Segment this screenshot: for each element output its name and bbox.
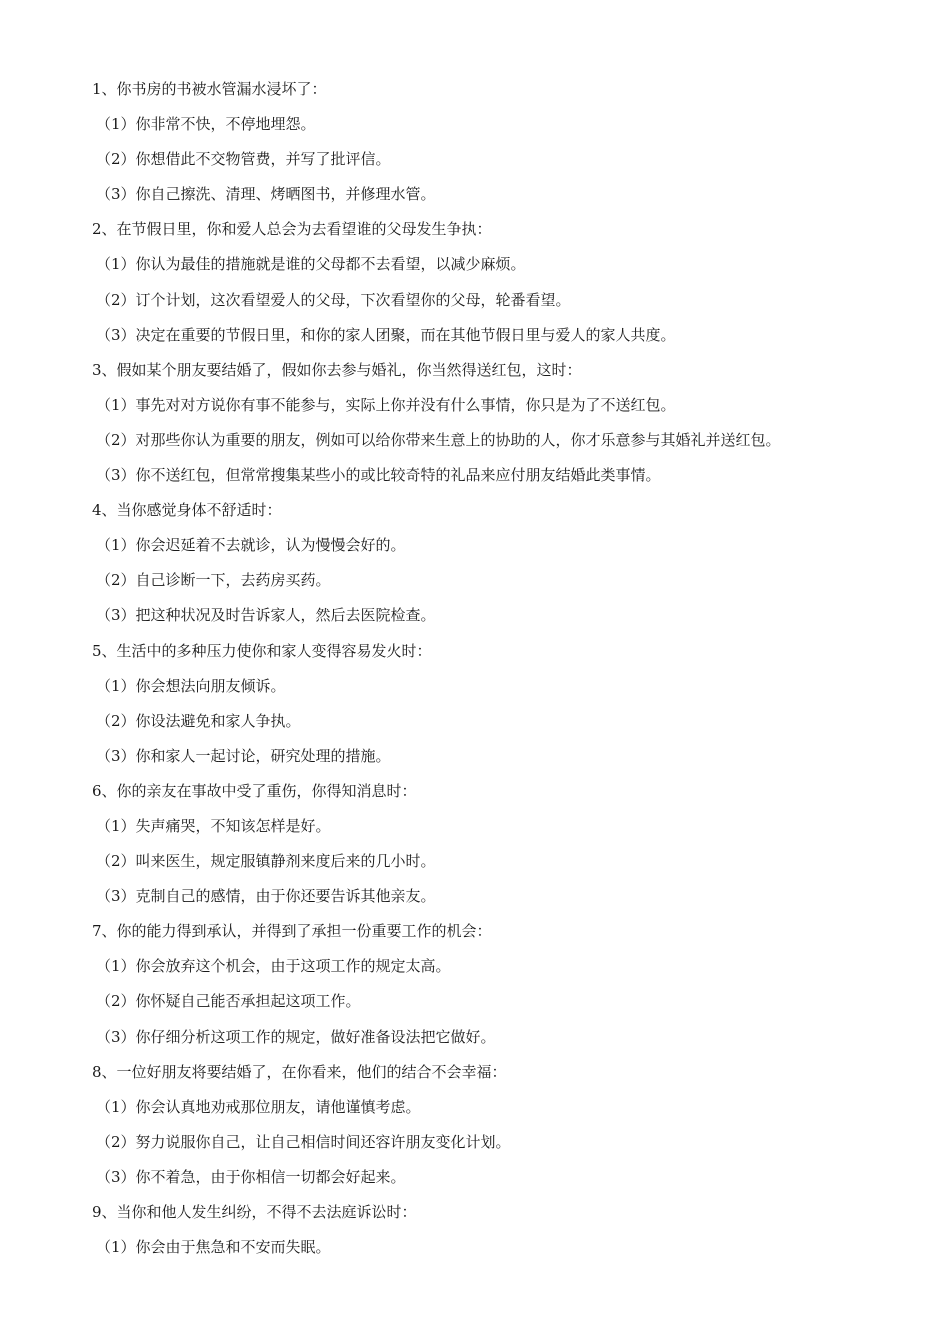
question-1: 1、你书房的书被水管漏水浸坏了： [92,80,327,98]
question-8: 8、一位好朋友将要结婚了，在你看来，他们的结合不会幸福： [92,1062,507,1081]
question-9: 9、当你和他人发生纠纷，不得不去法庭诉讼时： [92,1203,417,1221]
question-5-option-1: （1）你会想法向朋友倾诉。 [96,676,286,695]
question-6-option-2: （2）叫来医生，规定服镇静剂来度后来的几小时。 [96,852,436,871]
question-5-option-3: （3）你和家人一起讨论，研究处理的措施。 [96,746,391,765]
question-2-option-2: （2）订个计划，这次看望爱人的父母，下次看望你的父母，轮番看望。 [96,290,571,309]
question-6-option-3: （3）克制自己的感情，由于你还要告诉其他亲友。 [96,887,436,906]
question-4-option-3: （3）把这种状况及时告诉家人，然后去医院检查。 [96,606,436,625]
question-8-option-2: （2）努力说服你自己，让自己相信时间还容许朋友变化计划。 [96,1132,511,1151]
question-3-option-1: （1）事先对对方说你有事不能参与，实际上你并没有什么事情，你只是为了不送红包。 [96,395,676,414]
question-1-option-2: （2）你想借此不交物管费，并写了批评信。 [96,150,391,169]
question-7-option-1: （1）你会放弃这个机会，由于这项工作的规定太高。 [96,957,451,976]
question-4-option-1: （1）你会迟延着不去就诊，认为慢慢会好的。 [96,536,406,555]
question-3-option-3: （3）你不送红包，但常常搜集某些小的或比较奇特的礼品来应付朋友结婚此类事情。 [96,466,661,485]
question-8-option-1: （1）你会认真地劝戒那位朋友，请他谨慎考虑。 [96,1097,421,1116]
question-7: 7、你的能力得到承认，并得到了承担一份重要工作的机会： [92,922,492,941]
question-6: 6、你的亲友在事故中受了重伤，你得知消息时： [92,781,417,800]
question-3: 3、假如某个朋友要结婚了，假如你去参与婚礼，你当然得送红包，这时： [92,360,582,379]
question-7-option-2: （2）你怀疑自己能否承担起这项工作。 [96,992,361,1011]
question-2-option-3: （3）决定在重要的节假日里，和你的家人团聚，而在其他节假日里与爱人的家人共度。 [96,325,676,344]
question-1-option-3: （3）你自己擦洗、清理、烤晒图书，并修理水管。 [96,185,436,204]
question-3-option-2: （2）对那些你认为重要的朋友，例如可以给你带来生意上的协助的人，你才乐意参与其婚礼并送红包。 [96,430,781,449]
question-7-option-3: （3）你仔细分析这项工作的规定，做好准备设法把它做好。 [96,1027,496,1046]
question-2-option-1: （1）你认为最佳的措施就是谁的父母都不去看望，以减少麻烦。 [96,255,526,274]
question-9-option-1: （1）你会由于焦急和不安而失眠。 [96,1238,331,1257]
question-6-option-1: （1）失声痛哭，不知该怎样是好。 [96,816,331,835]
document-page [0,72,950,1265]
question-1-option-1: （1）你非常不快，不停地埋怨。 [96,115,316,134]
question-5-option-2: （2）你设法避免和家人争执。 [96,711,301,730]
question-4: 4、当你感觉身体不舒适时： [92,501,282,520]
question-8-option-3: （3）你不着急，由于你相信一切都会好起来。 [96,1167,406,1186]
question-2: 2、在节假日里，你和爱人总会为去看望谁的父母发生争执： [92,220,492,239]
question-4-option-2: （2）自己诊断一下，去药房买药。 [96,571,331,590]
question-5: 5、生活中的多种压力使你和家人变得容易发火时： [92,641,432,660]
